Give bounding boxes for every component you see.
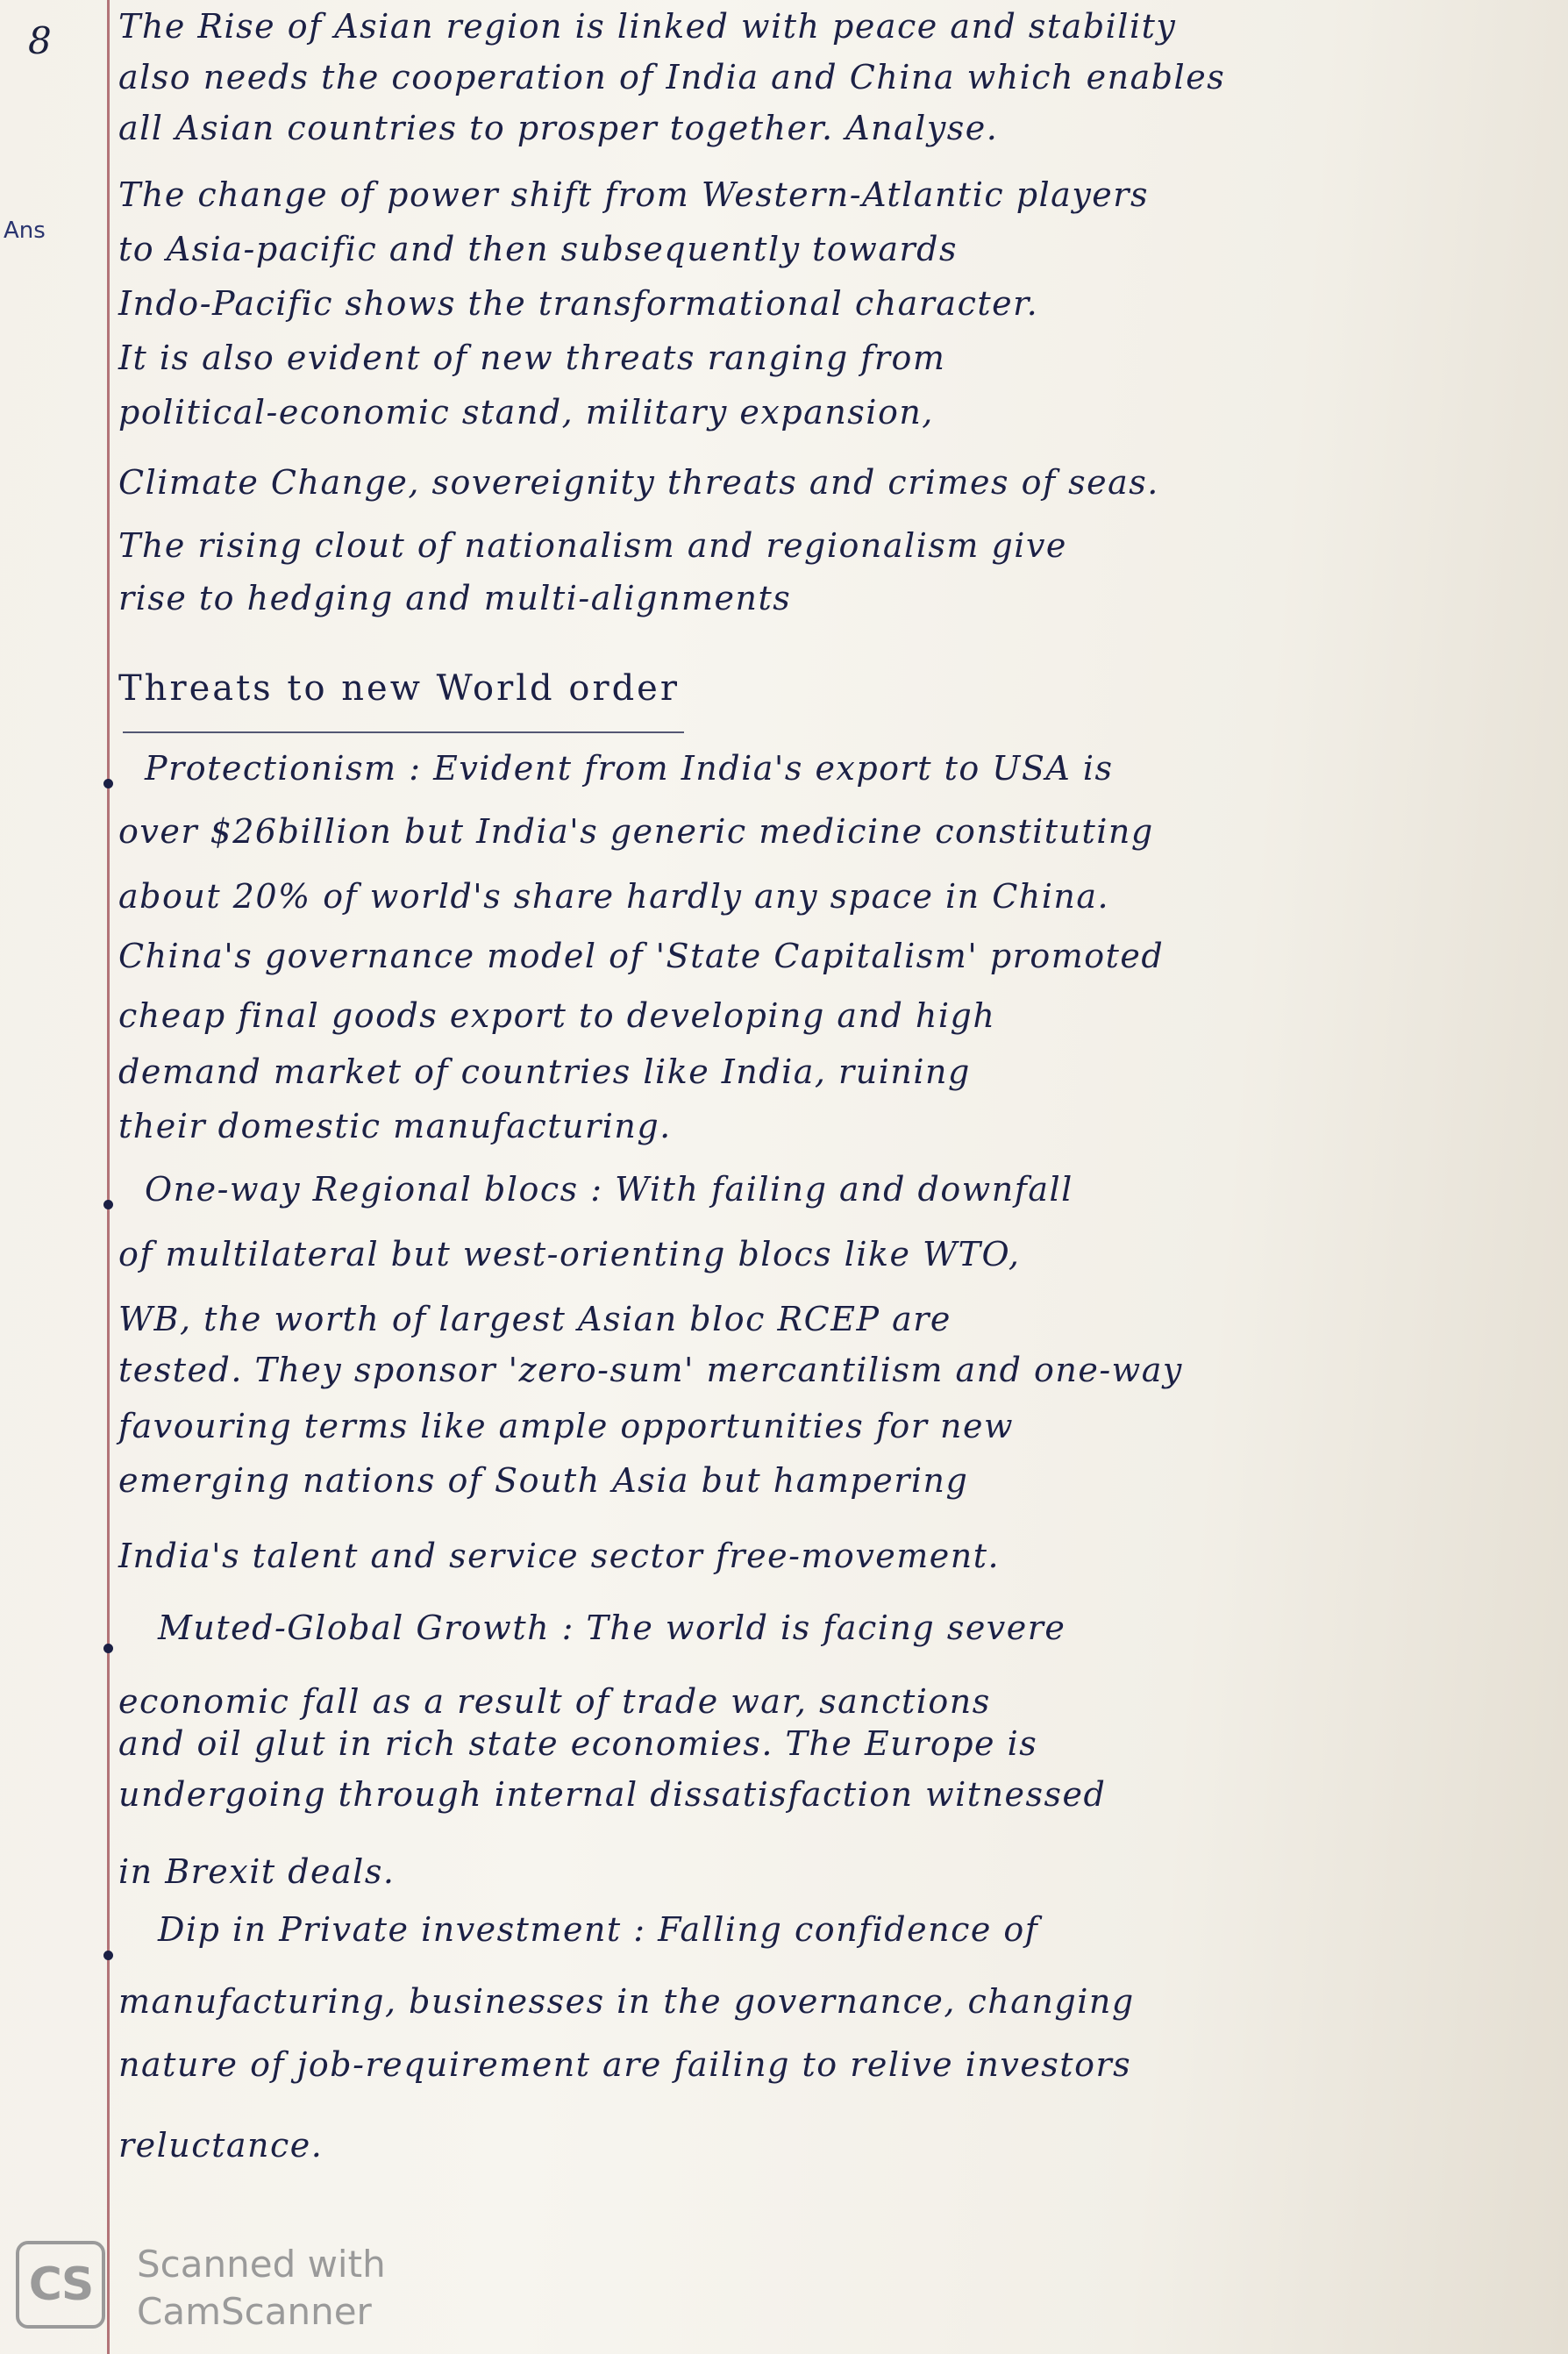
intro-line: Indo-Pacific shows the transformational character. — [118, 284, 1039, 323]
intro-line: political-economic stand, military expansion, — [118, 393, 934, 432]
watermark-line-1: Scanned with — [137, 2243, 386, 2286]
point-line: over $26billion but India's generic medicine constituting — [118, 812, 1154, 851]
intro-line: The change of power shift from Western-Atlantic players — [118, 175, 1149, 214]
intro-line: It is also evident of new threats ranging from — [118, 339, 946, 377]
point-line: favouring terms like ample opportunities for new — [118, 1407, 1015, 1445]
point-line: reluctance. — [118, 2126, 324, 2165]
intro-line: The rising clout of nationalism and regionalism give — [118, 526, 1067, 565]
point-line: tested. They sponsor 'zero-sum' mercantilism and one-way — [118, 1351, 1183, 1389]
intro-line: to Asia-pacific and then subsequently towards — [118, 230, 958, 268]
point-line: economic fall as a result of trade war, sanctions — [118, 1682, 991, 1721]
camscanner-logo-icon: CS — [16, 2241, 105, 2329]
point-line: of multilateral but west-orienting blocs like WTO, — [118, 1235, 1021, 1273]
camscanner-watermark — [16, 2241, 437, 2337]
point-line: emerging nations of South Asia but hampering — [118, 1461, 969, 1500]
point-line: Dip in Private investment : Falling confidence of — [158, 1910, 1039, 1949]
bullet-dot — [103, 1951, 113, 1960]
margin-line — [107, 0, 110, 2354]
intro-line: rise to hedging and multi-alignments — [118, 579, 792, 617]
point-line: India's talent and service sector free-movement. — [118, 1537, 1001, 1575]
question-line: The Rise of Asian region is linked with peace and stability — [118, 7, 1177, 46]
point-line: Protectionism : Evident from India's export to USA is — [145, 749, 1114, 788]
point-line: Muted-Global Growth : The world is facing severe — [158, 1609, 1066, 1647]
point-line: manufacturing, businesses in the governance, changing — [118, 1982, 1135, 2021]
bullet-dot — [103, 1644, 113, 1653]
point-line: in Brexit deals. — [118, 1852, 396, 1891]
point-line: demand market of countries like India, ruining — [118, 1052, 971, 1091]
point-line: One-way Regional blocs : With failing and downfall — [145, 1170, 1073, 1209]
watermark-line-2: CamScanner — [137, 2290, 372, 2333]
intro-line: Climate Change, sovereignity threats and crimes of seas. — [118, 463, 1159, 502]
point-line: cheap final goods export to developing and high — [118, 996, 996, 1035]
bullet-dot — [103, 1200, 113, 1209]
point-line: China's governance model of 'State Capitalism' promoted — [118, 937, 1165, 975]
question-line: also needs the cooperation of India and China which enables — [118, 58, 1226, 96]
question-line: all Asian countries to prosper together. Analyse. — [118, 109, 999, 147]
heading-rule — [123, 731, 684, 733]
watermark-text — [137, 2241, 386, 2336]
answer-label: Ans — [4, 218, 46, 244]
bullet-dot — [103, 779, 113, 788]
point-line: and oil glut in rich state economies. The Europe is — [118, 1724, 1038, 1763]
point-line: undergoing through internal dissatisfaction witnessed — [118, 1775, 1107, 1814]
point-line: WB, the worth of largest Asian bloc RCEP are — [118, 1300, 951, 1338]
section-heading: Threats to new World order — [118, 668, 680, 709]
point-line: about 20% of world's share hardly any space in China. — [118, 877, 1110, 916]
point-line: their domestic manufacturing. — [118, 1107, 672, 1145]
point-line: nature of job-requirement are failing to relive investors — [118, 2045, 1132, 2084]
question-number: 8 — [28, 19, 52, 62]
